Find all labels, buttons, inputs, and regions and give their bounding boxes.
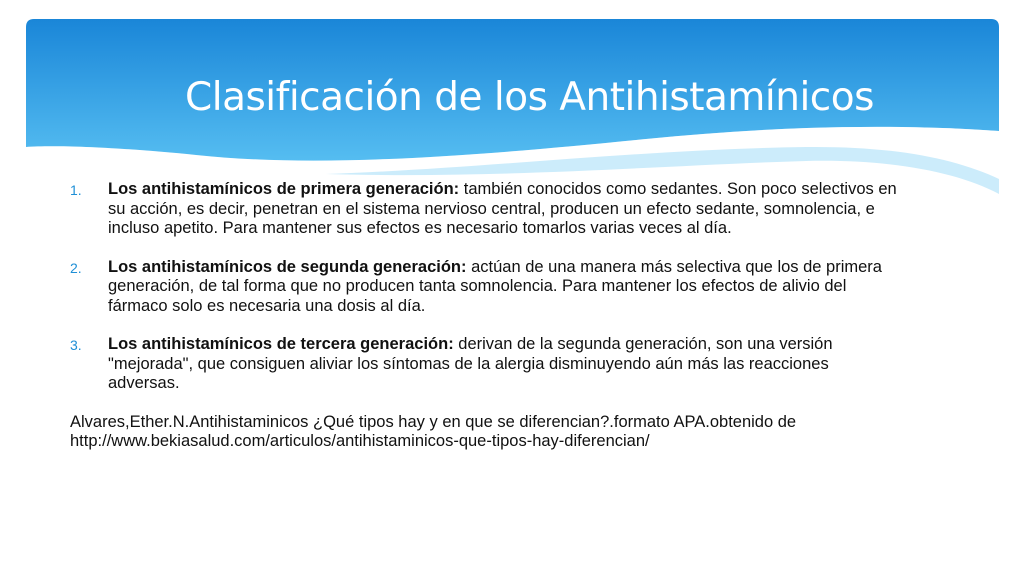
item-text: derivan de la segunda generación, son una versión "mejorada", que consiguen aliviar los síntomas de la alergia disminuyendo aún más las reacciones adversas. <box>108 335 833 392</box>
list-item <box>70 180 900 239</box>
content-list <box>70 180 900 452</box>
list-number: 3. <box>70 337 82 353</box>
list-number: 2. <box>70 259 82 276</box>
item-text: actúan de una manera más selectiva que los de primera generación, de tal forma que no producen tanta somnolencia. Para mantener los efectos de alivio del fármaco solo es necesaria una dosis al día. <box>108 257 882 315</box>
item-heading: Los antihistamínicos de segunda generación: <box>108 257 467 276</box>
item-text: también conocidos como sedantes. Son poco selectivos en su acción, es decir, penetran en el sistema nervioso central, producen un efecto sedante, somnolencia, e incluso apetito. Para mantener sus efectos es necesario tomarlos varias veces al día. <box>108 180 897 237</box>
list-item <box>70 335 900 394</box>
list-item <box>70 258 900 317</box>
list-number: 1. <box>70 182 82 198</box>
item-heading: Los antihistamínicos de primera generación: <box>108 180 460 198</box>
reference-citation: Alvares,Ether.N.Antihistaminicos ¿Qué tipos hay y en que se diferencian?.formato APA.obtenido de http://www.bekiasalud.com/articulos/antihistaminicos-que-tipos-hay-diferencian/ <box>70 412 797 450</box>
item-heading: Los antihistamínicos de tercera generación: <box>108 335 454 353</box>
slide-title: Clasificación de los Antihistamínicos <box>185 75 874 120</box>
